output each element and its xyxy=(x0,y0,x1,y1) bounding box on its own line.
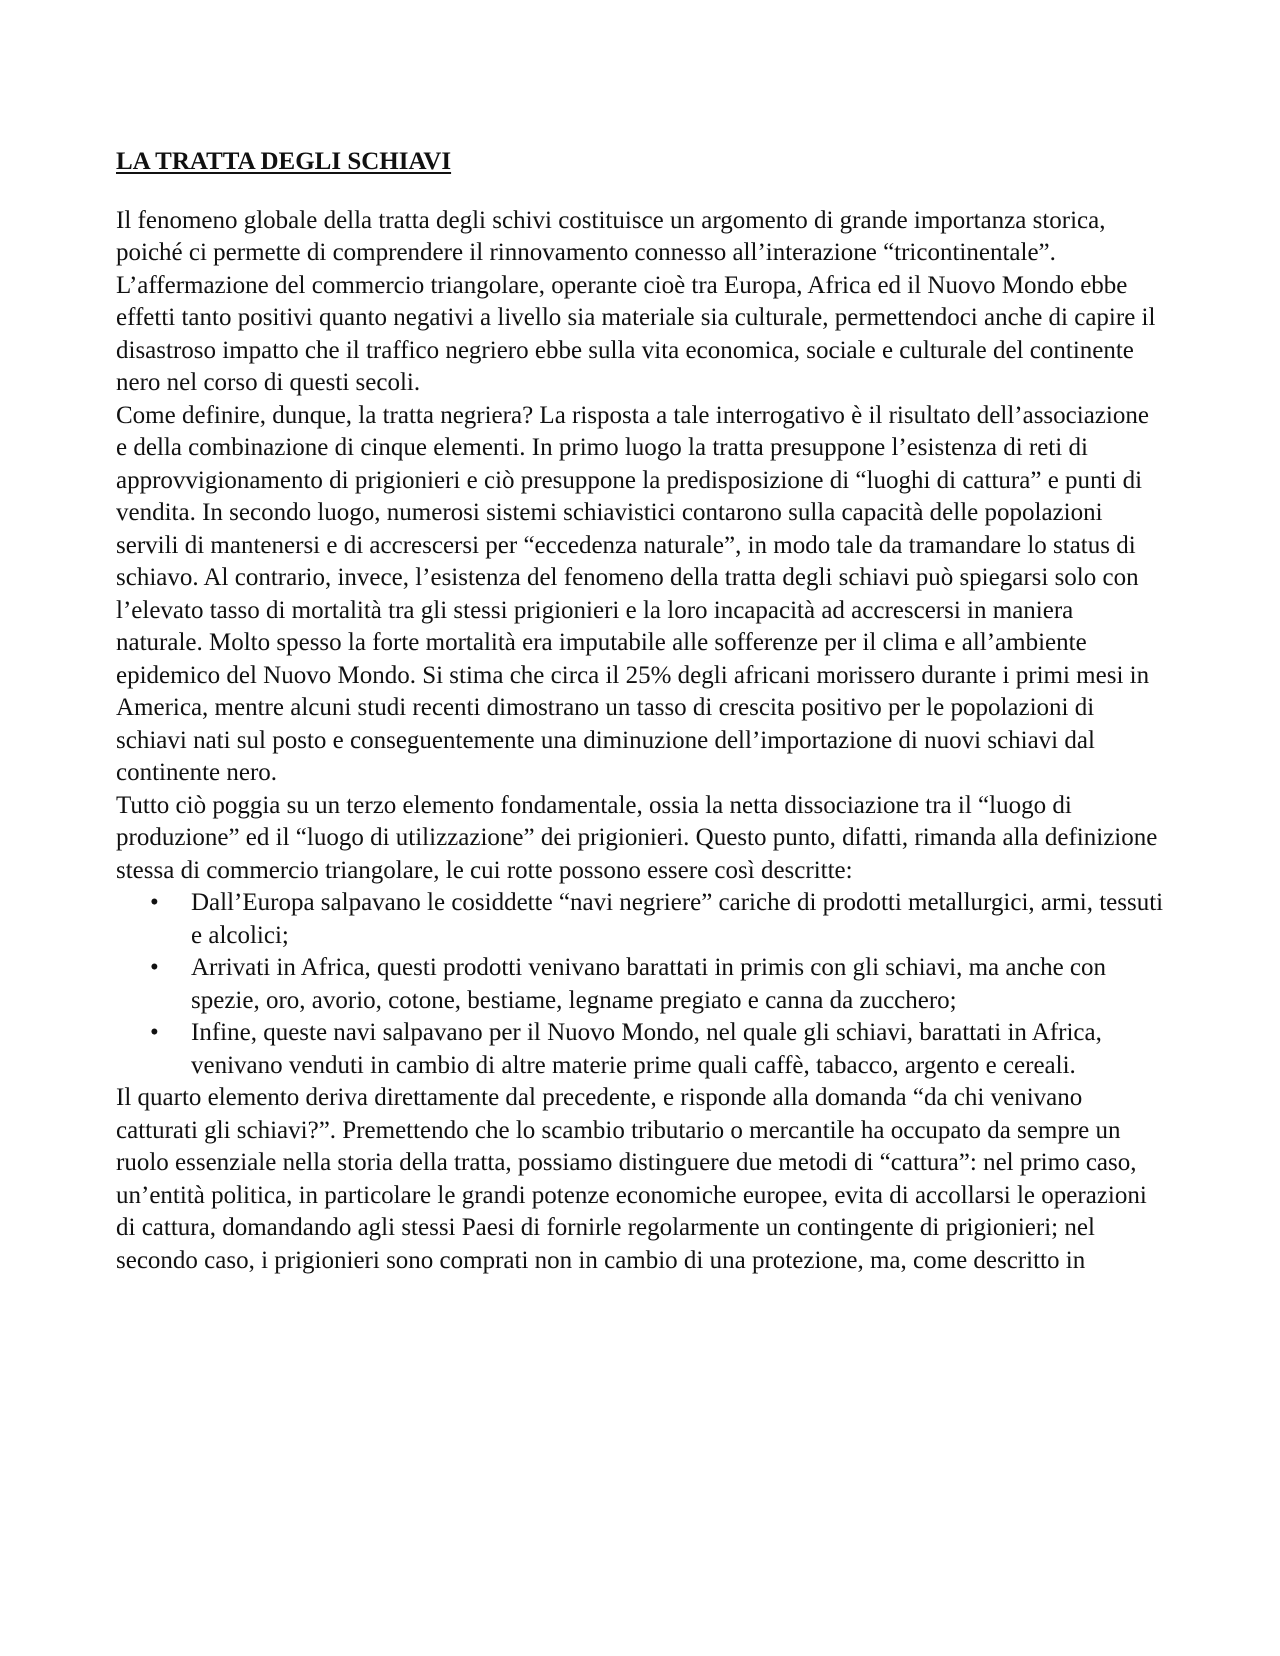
paragraph-fourth-element: Il quarto elemento deriva direttamente dal precedente, e risponde alla domanda “da chi venivano catturati gli schiavi?”. Premettendo che lo scambio tributario o mercantile ha occupato da sempre un ruolo essenziale nella storia della tratta, possiamo distinguere due metodi di “cattura”: nel primo caso, un’entità politica, in particolare le grandi potenze economiche europee, evita di accollarsi le operazioni di cattura, domandando agli stessi Paesi di fornirle regolarmente un contingente di prigionieri; nel secondo caso, i prigionieri sono comprati non in cambio di una protezione, ma, come descritto in xyxy=(116,1084,1147,1274)
document-title: LA TRATTA DEGLI SCHIAVI xyxy=(116,148,452,175)
paragraph-intro: Il fenomeno globale della tratta degli schivi costituisce un argomento di grande importanza storica, poiché ci permette di comprendere il rinnovamento connesso all’interazione “tricontinentale”. L’affermazione del commercio triangolare, operante cioè tra Europa, Africa ed il Nuovo Mondo ebbe effetti tanto positivi quanto negativi a livello sia materiale sia culturale, permettendoci anche di capire il disastroso impatto che il traffico negriero ebbe sulla vita economica, sociale e culturale del continente nero nel corso di questi secoli. xyxy=(116,206,1156,396)
bullet-icon: • xyxy=(150,954,159,981)
list-item xyxy=(116,1017,1166,1082)
list-item-text: Dall’Europa salpavano le cosiddette “navi negriere” cariche di prodotti metallurgici, armi, tessuti e alcolici; xyxy=(191,889,1164,949)
paragraph-third-element: Tutto ciò poggia su un terzo elemento fondamentale, ossia la netta dissociazione tra il “luogo di produzione” ed il “luogo di utilizzazione” dei prigionieri. Questo punto, difatti, rimanda alla definizione stessa di commercio triangolare, le cui rotte possono essere così descritte: xyxy=(116,791,1158,884)
list-item xyxy=(116,887,1166,952)
document-page xyxy=(116,146,1166,1277)
paragraph-definition: Come definire, dunque, la tratta negriera? La risposta a tale interrogativo è il risultato dell’associazione e della combinazione di cinque elementi. In primo luogo la tratta presuppone l’esistenza di reti di approvvigionamento di prigionieri e ciò presuppone la predisposizione di “luoghi di cattura” e punti di vendita. In secondo luogo, numerosi sistemi schiavistici contarono sulla capacità delle popolazioni servili di mantenersi e di accrescersi per “eccedenza naturale”, in modo tale da tramandare lo status di schiavo. Al contrario, invece, l’esistenza del fenomeno della tratta degli schiavi può spiegarsi solo con l’elevato tasso di mortalità tra gli stessi prigionieri e la loro incapacità ad accrescersi in maniera naturale. Molto spesso la forte mortalità era imputabile alle sofferenze per il clima e all’ambiente epidemico del Nuovo Mondo. Si stima che circa il 25% degli africani morissero durante i primi mesi in America, mentre alcuni studi recenti dimostrano un tasso di crescita positivo per le popolazioni di schiavi nati sul posto e conseguentemente una diminuzione dell’importazione di nuovi schiavi dal continente nero. xyxy=(116,401,1150,786)
list-item-text: Arrivati in Africa, questi prodotti venivano barattati in primis con gli schiavi, ma anche con spezie, oro, avorio, cotone, bestiame, legname pregiato e canna da zucchero; xyxy=(191,954,1107,1014)
triangular-trade-list xyxy=(116,887,1166,1082)
bullet-icon: • xyxy=(150,1019,159,1046)
bullet-icon: • xyxy=(150,889,159,916)
list-item-text: Infine, queste navi salpavano per il Nuovo Mondo, nel quale gli schiavi, barattati in Africa, venivano venduti in cambio di altre materie prime quali caffè, tabacco, argento e cereali. xyxy=(191,1019,1102,1079)
list-item xyxy=(116,952,1166,1017)
